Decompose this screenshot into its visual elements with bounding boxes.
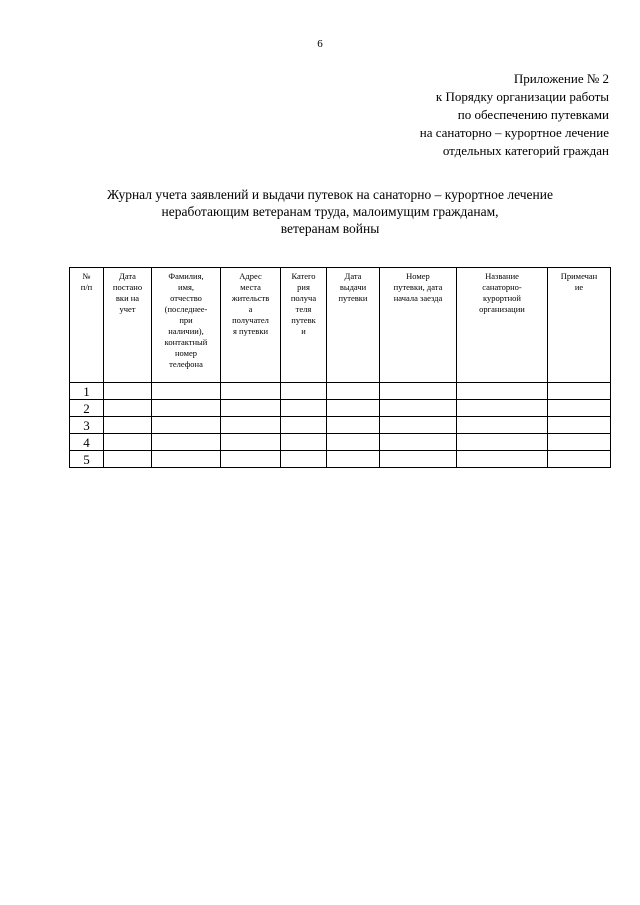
column-header-line: учет <box>119 304 136 314</box>
column-header-line: имя, <box>178 282 194 292</box>
table-cell <box>104 417 152 434</box>
title-line: неработающим ветеранам труда, малоимущим гражданам, <box>161 204 499 219</box>
column-header-line: (последнее- <box>164 304 208 314</box>
column-header-line: при <box>179 315 193 325</box>
column-header-line: Номер <box>406 271 430 281</box>
column-header-line: я путевки <box>232 326 268 336</box>
row-number: 4 <box>70 434 104 451</box>
column-header-line: Фамилия, <box>168 271 204 281</box>
column-header-line: Дата <box>119 271 136 281</box>
column-header <box>70 268 104 383</box>
appendix-caption <box>420 70 609 160</box>
column-header-line: получа <box>290 293 317 303</box>
table-cell <box>221 400 281 417</box>
table-cell <box>152 400 221 417</box>
table-cell <box>221 417 281 434</box>
table-row <box>70 417 611 434</box>
column-header-line: № <box>82 271 91 281</box>
table-cell <box>221 434 281 451</box>
column-header-line: получател <box>232 315 269 325</box>
table-cell <box>281 400 327 417</box>
column-header <box>281 268 327 383</box>
row-number: 3 <box>70 417 104 434</box>
table-cell <box>221 383 281 400</box>
table-cell <box>152 434 221 451</box>
appendix-line: к Порядку организации работы <box>435 89 609 104</box>
table-cell <box>104 451 152 468</box>
table-cell <box>548 417 611 434</box>
table-row <box>70 400 611 417</box>
table-cell <box>548 383 611 400</box>
column-header-line: Катего <box>291 271 316 281</box>
table-cell <box>457 417 548 434</box>
table-cell <box>380 451 457 468</box>
table-cell <box>152 383 221 400</box>
column-header-line: санаторно- <box>482 282 522 292</box>
column-header <box>380 268 457 383</box>
column-header-line: Дата <box>344 271 362 281</box>
column-header-line: путевки, дата <box>393 282 443 292</box>
table-cell <box>327 434 380 451</box>
table-row <box>70 451 611 468</box>
table-body <box>70 383 611 468</box>
column-header-line: путевки <box>338 293 368 303</box>
column-header-line: организации <box>479 304 525 314</box>
table-cell <box>281 383 327 400</box>
appendix-line: Приложение № 2 <box>513 71 609 86</box>
table-cell <box>104 383 152 400</box>
column-header <box>457 268 548 383</box>
row-number: 1 <box>70 383 104 400</box>
column-header-line: а <box>248 304 253 314</box>
table-cell <box>221 451 281 468</box>
column-header-line: начала заезда <box>393 293 443 303</box>
appendix-line: по обеспечению путевками <box>457 107 609 122</box>
column-header-line: отчество <box>170 293 202 303</box>
column-header-line: места <box>240 282 261 292</box>
table-cell <box>281 434 327 451</box>
column-header-line: путевк <box>291 315 316 325</box>
table-cell <box>281 417 327 434</box>
appendix-line: на санаторно – курортное лечение <box>419 125 609 140</box>
column-header-line: курортной <box>483 293 521 303</box>
title-line: ветеранам войны <box>280 221 380 236</box>
column-header-line: Адрес <box>239 271 262 281</box>
column-header-line: жительств <box>231 293 270 303</box>
column-header <box>104 268 152 383</box>
journal-title <box>40 186 620 237</box>
column-header-line: Название <box>485 271 519 281</box>
table-cell <box>548 451 611 468</box>
page-number: 6 <box>317 38 323 50</box>
column-header <box>327 268 380 383</box>
table-cell <box>327 400 380 417</box>
table-cell <box>152 417 221 434</box>
table-cell <box>548 400 611 417</box>
column-header-line: выдачи <box>339 282 367 292</box>
table-cell <box>281 451 327 468</box>
column-header-line: теля <box>295 304 312 314</box>
table-cell <box>327 383 380 400</box>
table-cell <box>152 451 221 468</box>
column-header <box>548 268 611 383</box>
title-line: Журнал учета заявлений и выдачи путевок на санаторно – курортное лечение <box>107 187 553 202</box>
table-cell <box>380 434 457 451</box>
column-header-line: ие <box>574 282 584 292</box>
table-cell <box>380 417 457 434</box>
journal-table <box>69 267 611 468</box>
table-header-row <box>70 268 611 383</box>
column-header-line: постано <box>112 282 143 292</box>
column-header-line: номер <box>174 348 198 358</box>
table-row <box>70 434 611 451</box>
table-cell <box>327 417 380 434</box>
column-header <box>221 268 281 383</box>
table-cell <box>457 400 548 417</box>
column-header-line: и <box>301 326 306 336</box>
table-cell <box>104 434 152 451</box>
column-header-line: наличии), <box>168 326 204 336</box>
column-header-line: п/п <box>80 282 93 292</box>
appendix-line: отдельных категорий граждан <box>442 143 609 158</box>
column-header-line: Примечан <box>560 271 598 281</box>
column-header <box>152 268 221 383</box>
table-cell <box>380 383 457 400</box>
table-cell <box>104 400 152 417</box>
column-header-line: вки на <box>115 293 140 303</box>
column-header-line: телефона <box>169 359 203 369</box>
table-cell <box>327 451 380 468</box>
column-header-line: контактный <box>164 337 208 347</box>
row-number: 2 <box>70 400 104 417</box>
row-number: 5 <box>70 451 104 468</box>
table-cell <box>457 451 548 468</box>
table-cell <box>457 383 548 400</box>
table-cell <box>548 434 611 451</box>
table-cell <box>380 400 457 417</box>
column-header-line: рия <box>297 282 310 292</box>
table-cell <box>457 434 548 451</box>
table-row <box>70 383 611 400</box>
